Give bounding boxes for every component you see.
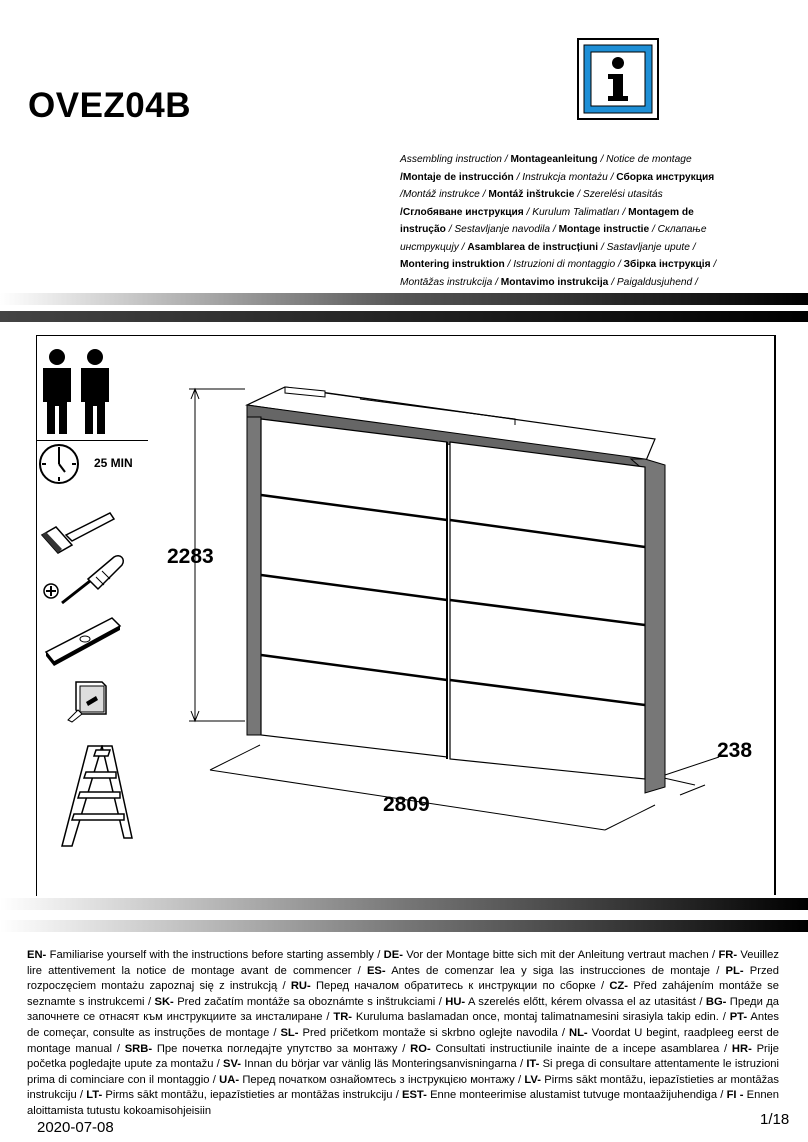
notice-text: Prije početka pogledajte upute za montažu / <box>27 1042 779 1071</box>
header-stripe <box>0 293 808 323</box>
language-code: ES- <box>366 964 386 977</box>
language-code: PL- <box>725 964 744 977</box>
language-code: BG- <box>705 995 727 1008</box>
notice-text: Consultati instructiunile inainte de a incepe asamblarea / <box>430 1042 732 1055</box>
dimension-width: 2809 <box>383 793 430 816</box>
language-code: CZ- <box>609 980 628 993</box>
notice-text: Vor der Montage bitte sich mit der Anleitung vertraut machen / <box>402 949 719 961</box>
language-code: SK- <box>154 995 174 1008</box>
notice-text: Ennen aloittamista tutustu kokoamisohjeisiin <box>27 1089 779 1117</box>
notice-text: Kuruluma baslamadan once, montaj talimatnamesini sirasiyla takip edin. / <box>352 1011 730 1024</box>
language-code: FR- <box>718 949 738 961</box>
notice-text: Si prega di consultare attentamente le istruzioni prima di cominciare con il montaggio / <box>27 1058 779 1086</box>
language-code: RO- <box>410 1042 431 1055</box>
language-code: HR- <box>731 1042 752 1055</box>
language-code: SV- <box>223 1058 242 1071</box>
instruction-titles: Assembling instruction / Montageanleitung / Notice de montage /Montaje de instrucción / Instrukcja montażu / Сборка инструкция /Montáž instrukce / Montáž inštrukcie / Szerelési utasitás /Сглобяване инструкция / Kurulum Talimatları / Montagem de instrução / Sestavljanje navodila / Montage instructie / Склапање инструкцију / Asamblarea de instrucțiuni / Sastavljanje upute / Montering instruktion / Istruzioni di montaggio / Збірка інструкція / Montāžas instrukcija / Montavimo instrukcija / Paigaldusjuhend / <box>400 154 717 288</box>
footer-stripe <box>0 898 808 934</box>
page-number: 1/18 <box>760 1111 790 1128</box>
language-code: DE- <box>383 949 403 961</box>
tape-measure-icon <box>66 676 112 724</box>
language-code: LV- <box>524 1073 541 1086</box>
notice-text: Przed rozpoczęciem montażu zapoznaj się z instrukcją / <box>27 964 780 993</box>
notice-text: Pred začatím montáže sa oboznámte s inštrukciami / <box>173 995 446 1008</box>
language-code: SL- <box>280 1026 299 1039</box>
wardrobe-diagram <box>175 375 765 835</box>
language-code: EN- <box>27 949 47 961</box>
notice-text: Familiarise yourself with the instructions before starting assembly / <box>46 949 384 961</box>
info-i-icon <box>577 38 659 120</box>
spirit-level-icon <box>40 612 124 670</box>
language-code: EST- <box>402 1089 427 1102</box>
notice-text: Innan du börjar var vänlig läs Monteringsanvisningarna / <box>241 1058 527 1071</box>
notice-text: Преди да започнете се отнасят към инструкциите за инсталиране / <box>27 995 779 1024</box>
language-code: NL- <box>569 1026 588 1039</box>
step-ladder-icon <box>58 742 138 854</box>
model-title: OVEZ04B <box>28 86 191 125</box>
language-code: SRB- <box>124 1042 153 1055</box>
language-code: HU- <box>445 995 466 1008</box>
notice-text: Veuillez lire attentivement la notice de montage avant de commencer / <box>27 949 779 977</box>
notice-text: A szerelés előtt, kérem olvassa el az utasitást / <box>465 995 706 1008</box>
language-code: IT- <box>526 1058 540 1071</box>
notice-text: Пре почетка погледајте упутство за монтажу / <box>152 1042 411 1055</box>
language-code: UA- <box>219 1073 240 1086</box>
assembly-time: 25 MIN <box>94 456 133 470</box>
notice-text: Enne monteerimise alustamist tutvuge montaažijuhendiga / <box>426 1089 727 1102</box>
language-code: FI - <box>726 1089 744 1102</box>
multilingual-notice <box>27 948 779 1120</box>
print-date: 2020-07-08 <box>37 1119 114 1136</box>
language-code: LT- <box>86 1089 103 1102</box>
language-code: TR- <box>333 1011 352 1024</box>
notice-text: Pred pričetkom montaže si skrbno oglejte navodila / <box>298 1026 569 1039</box>
notice-text: Pirms sākt montāžu, iepazīstieties ar montāžas instrukciju / <box>102 1089 402 1102</box>
dimension-height: 2283 <box>167 545 214 568</box>
notice-text: Antes de comenzar lea y siga las instrucciones de montaje / <box>385 964 726 977</box>
two-persons-icon <box>40 348 112 436</box>
notice-text: Voordat U begint, raadpleeg eerst de montage manual / <box>27 1026 779 1055</box>
notice-text: Перед початком ознайомтесь з інструкцією монтажу / <box>239 1073 525 1086</box>
phillips-screwdriver-icon <box>40 545 130 609</box>
language-code: RU- <box>290 980 311 993</box>
notice-text: Antes de começar, consulte as instruções de montage / <box>27 1011 779 1039</box>
notice-text: Pirms sākt montāžu, iepazīstieties ar montāžas instrukciju / <box>27 1073 779 1102</box>
dimension-depth: 238 <box>717 739 753 762</box>
clock-icon <box>36 441 84 487</box>
notice-text: Před zahájením montáže se seznamte s instrukcemi / <box>27 980 780 1008</box>
diagram-frame-right <box>774 335 776 895</box>
notice-text: Перед началом обратитесь к инструкции по сборке / <box>310 980 610 993</box>
language-code: PT- <box>729 1011 748 1024</box>
